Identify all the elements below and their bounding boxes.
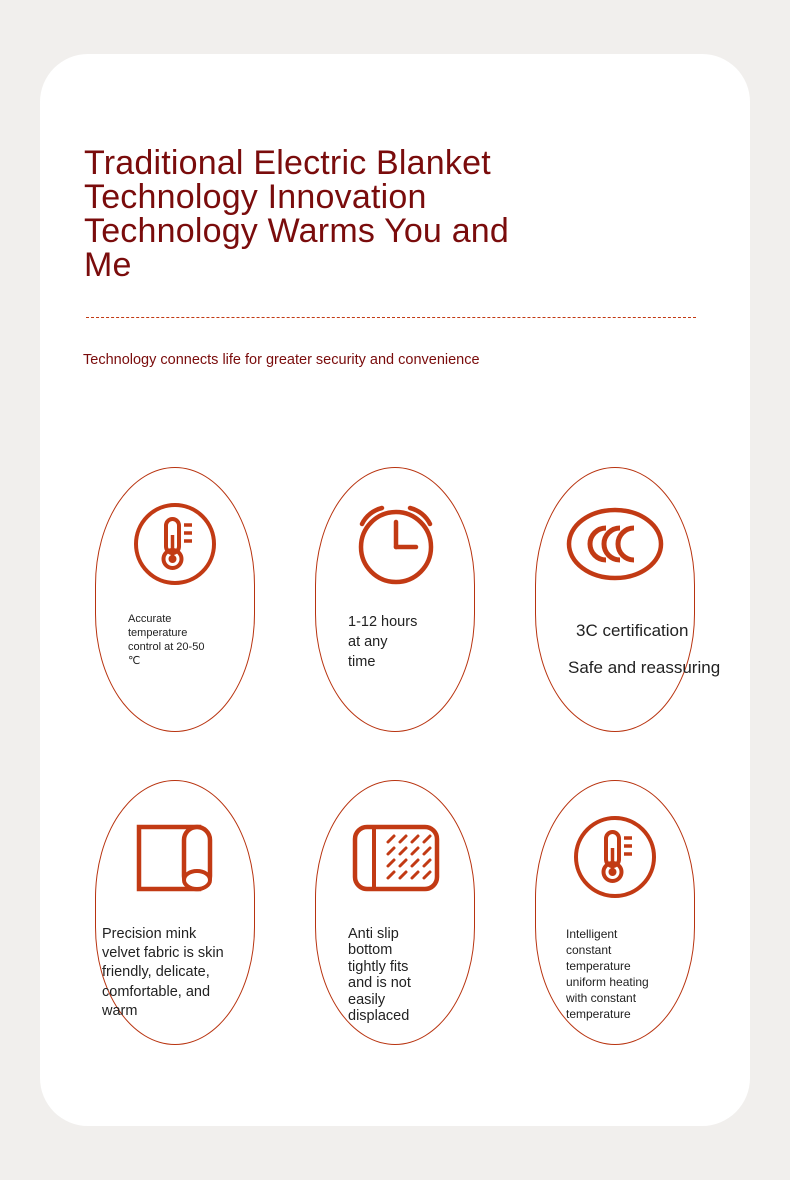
- feature-label-line: tightly fits: [348, 958, 409, 975]
- feature-label-line: 3C certification: [576, 621, 689, 640]
- feature-label-line: comfortable, and: [102, 983, 211, 1000]
- feature-label-line: Accurate: [128, 613, 172, 625]
- ccc-certification-icon: [566, 506, 664, 582]
- feature-label: [348, 612, 458, 672]
- feature-label-line: control at 20-50: [128, 641, 205, 653]
- feature-label: [348, 926, 458, 1024]
- feature-label-line: Intelligent: [566, 927, 618, 941]
- feature-label-line: constant: [566, 943, 612, 957]
- feature-label-line: with constant: [566, 991, 637, 1005]
- feature-label-line: Precision mink: [102, 926, 197, 942]
- feature-label-line: temperature: [566, 1007, 631, 1021]
- feature-label-line: easily: [348, 991, 386, 1008]
- feature-label-line: at any: [348, 634, 388, 650]
- title-line: Technology Innovation: [84, 178, 427, 216]
- feature-label-line: friendly, delicate,: [102, 964, 210, 981]
- anti-slip-pad-icon: [352, 824, 440, 892]
- alarm-clock-icon: [352, 500, 440, 590]
- feature-label: [128, 612, 238, 668]
- subtitle: Technology connects life for greater security and convenience: [83, 352, 480, 368]
- feature-label-line: velvet fabric is skin: [102, 945, 224, 962]
- feature-label-line: Anti slip: [348, 926, 399, 942]
- feature-label: [102, 925, 252, 1021]
- title-line: Technology Warms You and: [84, 212, 510, 250]
- feature-label-line: 1-12 hours: [348, 614, 418, 630]
- thermometer-icon: [132, 501, 218, 587]
- feature-label-line: bottom: [348, 942, 393, 959]
- feature-label-line: ℃: [128, 655, 141, 667]
- feature-label: [566, 926, 686, 1022]
- feature-label-line: and is not: [348, 975, 411, 992]
- thermometer-icon: [572, 814, 658, 900]
- feature-label-line: temperature: [128, 627, 188, 639]
- dashed-divider: [86, 317, 696, 318]
- feature-label-line: time: [348, 654, 376, 670]
- fabric-roll-icon: [136, 824, 216, 894]
- feature-label-line: uniform heating: [566, 975, 649, 989]
- feature-label-line: Safe and reassuring: [568, 658, 721, 677]
- page-title: [84, 146, 554, 282]
- feature-label: [568, 612, 758, 686]
- title-line: Traditional Electric Blanket: [84, 144, 491, 182]
- feature-label-line: warm: [102, 1002, 138, 1019]
- feature-label-line: displaced: [348, 1008, 410, 1025]
- title-line: Me: [84, 246, 132, 284]
- feature-label-line: temperature: [566, 959, 631, 973]
